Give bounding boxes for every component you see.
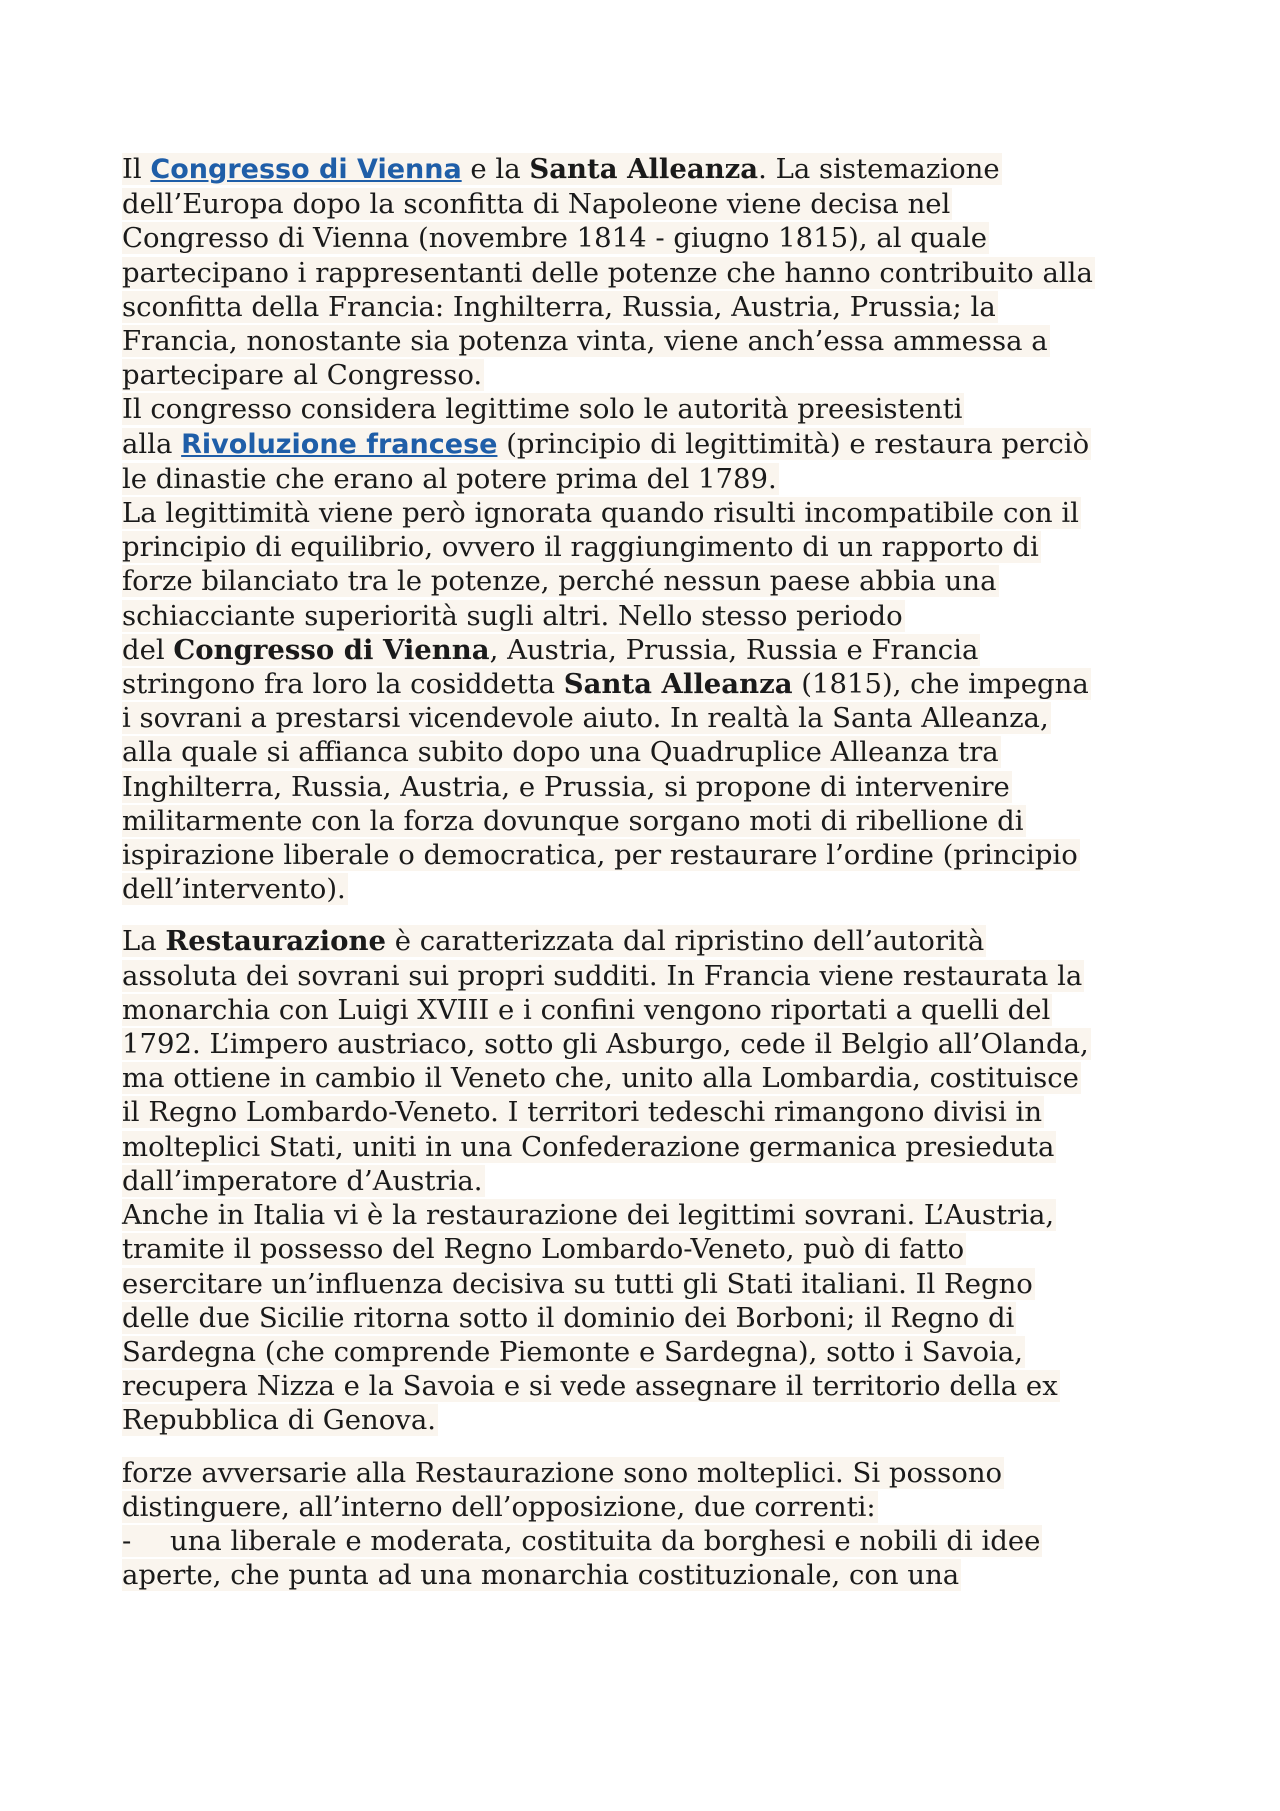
text-line: 1792. L’impero austriaco, sotto gli Asburgo, cede il Belgio all’Olanda, [122, 1028, 1089, 1061]
text-line: assoluta dei sovrani sui propri sudditi. In Francia viene restaurata la [122, 959, 1083, 992]
bold-santa-alleanza: Santa Alleanza [529, 153, 759, 185]
text-line: i sovrani a prestarsi vicendevole aiuto. In realtà la Santa Alleanza, [122, 702, 1049, 735]
text-line: Il congresso considera legittime solo le autorità preesistenti [122, 393, 963, 426]
text-line: molteplici Stati, uniti in una Confederazione germanica presieduta [122, 1130, 1055, 1163]
bold-congresso-di-vienna: Congresso di Vienna [173, 633, 490, 666]
text-line: Anche in Italia vi è la restaurazione dei legittimi sovrani. L’Austria, [122, 1199, 1055, 1232]
text-line: La legittimità viene però ignorata quando risulti incompatibile con il [122, 497, 1079, 530]
text-line: dall’imperatore d’Austria. [122, 1164, 483, 1197]
text-line: Inghilterra, Russia, Austria, e Prussia, si propone di intervenire [122, 770, 1010, 803]
bold-restaurazione: Restaurazione [165, 925, 386, 958]
text-line: alla quale si affianca subito dopo una Quadruplice Alleanza tra [122, 736, 999, 769]
text-line: alla Rivoluzione francese (principio di legittimità) e restaura perciò [122, 427, 1090, 460]
text-line: Francia, nonostante sia potenza vinta, viene anch’essa ammessa a [122, 325, 1048, 358]
link-rivoluzione-francese[interactable]: Rivoluzione francese [181, 428, 498, 460]
paragraph-gap [122, 906, 1182, 924]
text-line: ma ottiene in cambio il Veneto che, unito alla Lombardia, costituisce [122, 1062, 1079, 1095]
text-line: Repubblica di Genova. [122, 1404, 436, 1437]
text-line: dell’Europa dopo la sconfitta di Napoleone viene decisa nel [122, 188, 951, 221]
bold-santa-alleanza-2: Santa Alleanza [563, 668, 793, 701]
text-line: partecipare al Congresso. [122, 359, 483, 392]
text-line: forze bilanciato tra le potenze, perché nessun paese abbia una [122, 565, 997, 598]
text-line: schiacciante superiorità sugli altri. Nello stesso periodo [122, 599, 903, 632]
paragraph-congresso-vienna [122, 152, 1182, 906]
text-line: le dinastie che erano al potere prima del 1789. [122, 462, 777, 495]
text-line: monarchia con Luigi XVIII e i confini vengono riportati a quelli del [122, 993, 1051, 1026]
text-line: del Congresso di Vienna, Austria, Prussia, Russia e Francia [122, 633, 979, 666]
list-item: - una liberale e moderata, costituita da borghesi e nobili di idee [122, 1524, 1041, 1557]
text-line: sconfitta della Francia: Inghilterra, Russia, Austria, Prussia; la [122, 290, 996, 323]
text-line: Sardegna (che comprende Piemonte e Sardegna), sotto i Savoia, [122, 1335, 1024, 1368]
paragraph-gap [122, 1438, 1182, 1456]
list-dash: - [122, 1524, 132, 1557]
text-line: La Restaurazione è caratterizzata dal ripristino dell’autorità [122, 925, 985, 958]
text-line: delle due Sicilie ritorna sotto il dominio dei Borboni; il Regno di [122, 1301, 1015, 1334]
document-text [122, 152, 1182, 1592]
text-line: il Regno Lombardo-Veneto. I territori tedeschi rimangono divisi in [122, 1096, 1043, 1129]
text-line: recupera Nizza e la Savoia e si vede assegnare il territorio della ex [122, 1370, 1058, 1403]
paragraph-opposizione [122, 1456, 1182, 1593]
text-line: tramite il possesso del Regno Lombardo-Veneto, può di fatto [122, 1233, 965, 1266]
text-line: Congresso di Vienna (novembre 1814 - giugno 1815), al quale [122, 222, 988, 255]
text-line: forze avversarie alla Restaurazione sono molteplici. Si possono [122, 1456, 1003, 1489]
text-line: dell’intervento). [122, 873, 346, 906]
link-congresso-di-vienna[interactable]: Congresso di Vienna [150, 154, 462, 185]
text-line: principio di equilibrio, ovvero il raggiungimento di un rapporto di [122, 531, 1039, 564]
text-line: esercitare un’influenza decisiva su tutti gli Stati italiani. Il Regno [122, 1267, 1033, 1300]
text-line: distinguere, all’interno dell’opposizione, due correnti: [122, 1490, 876, 1523]
text-line: partecipano i rappresentanti delle potenze che hanno contribuito alla [122, 256, 1093, 289]
text-line: ispirazione liberale o democratica, per restaurare l’ordine (principio [122, 839, 1078, 872]
text-line: Il Congresso di Vienna e la Santa Alleanza. La sistemazione [122, 153, 1000, 185]
paragraph-restaurazione [122, 924, 1182, 1437]
text-line: aperte, che punta ad una monarchia costituzionale, con una [122, 1559, 960, 1592]
text-line: militarmente con la forza dovunque sorgano moti di ribellione di [122, 804, 1024, 837]
text-line: stringono fra loro la cosiddetta Santa Alleanza (1815), che impegna [122, 668, 1089, 701]
